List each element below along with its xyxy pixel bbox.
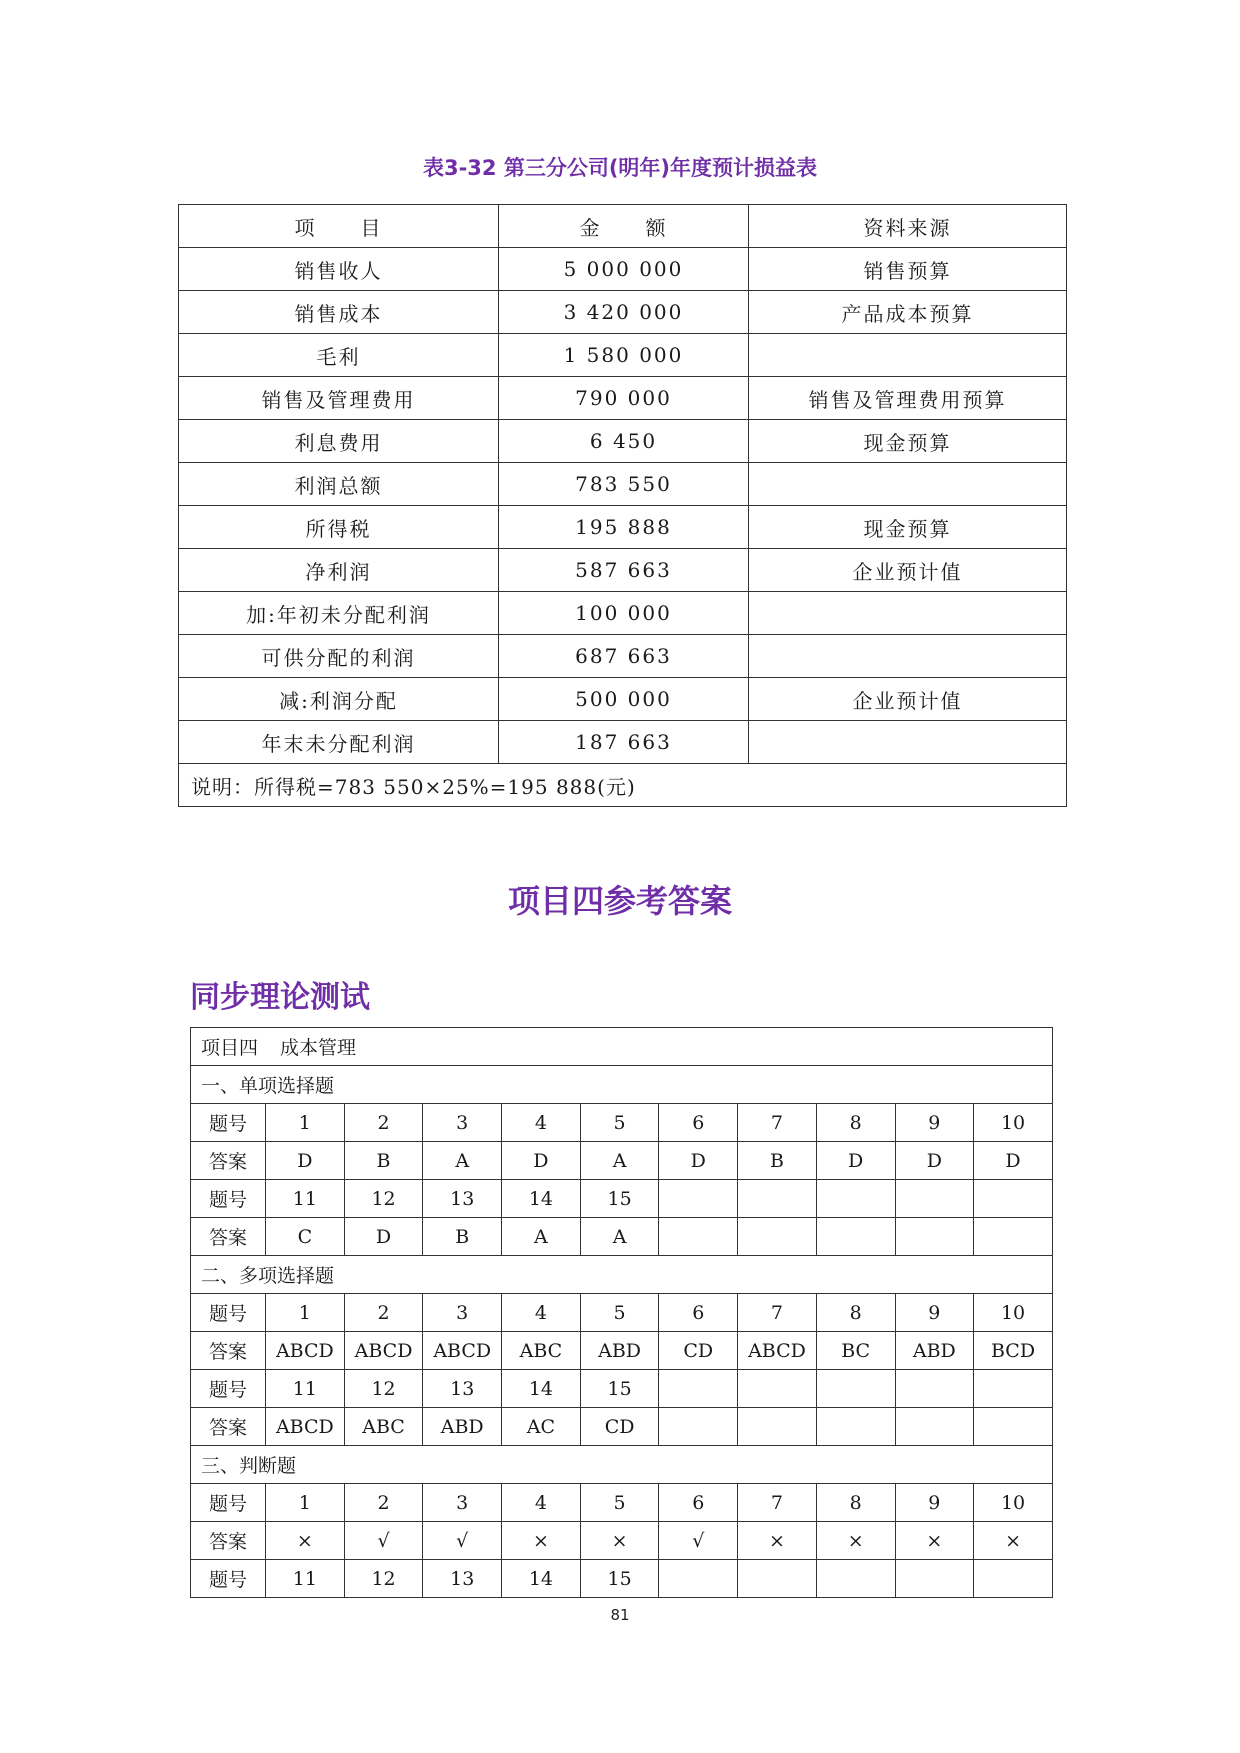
answer-cell: [738, 1408, 817, 1446]
answer-cell: 5: [580, 1104, 659, 1142]
answer-cell: [659, 1218, 738, 1256]
answer-cell: [816, 1408, 895, 1446]
pl-cell: 加:年初未分配利润: [179, 592, 499, 635]
answer-cell: 14: [502, 1180, 581, 1218]
answer-cell: AC: [502, 1408, 581, 1446]
pl-cell: 5 000 000: [499, 248, 749, 291]
answer-cell: [895, 1370, 974, 1408]
answer-cell: [738, 1560, 817, 1598]
pl-cell: [749, 463, 1067, 506]
answer-cell: [974, 1560, 1053, 1598]
answer-cell: [974, 1218, 1053, 1256]
pl-cell: 6 450: [499, 420, 749, 463]
answer-cell: D: [266, 1142, 345, 1180]
answer-cell: D: [895, 1142, 974, 1180]
answer-cell: [659, 1180, 738, 1218]
pl-row: [179, 291, 1067, 334]
answer-cell: ABCD: [266, 1332, 345, 1370]
answer-cell: 5: [580, 1294, 659, 1332]
pl-cell: 187 663: [499, 721, 749, 764]
answer-cell: ×: [580, 1522, 659, 1560]
section-title-row: [191, 1256, 1053, 1294]
pl-cell: 企业预计值: [749, 678, 1067, 721]
answer-cell: 11: [266, 1370, 345, 1408]
answer-cell: B: [738, 1142, 817, 1180]
pl-cell: 687 663: [499, 635, 749, 678]
answer-cell: 10: [974, 1104, 1053, 1142]
answer-cell: D: [659, 1142, 738, 1180]
answer-cell: [895, 1180, 974, 1218]
pl-cell: 利息费用: [179, 420, 499, 463]
answer-cell: 4: [502, 1484, 581, 1522]
pl-cell: [749, 721, 1067, 764]
project-heading: 项目四参考答案: [507, 882, 732, 920]
pl-cell: 现金预算: [749, 420, 1067, 463]
section-title: 三、判断题: [191, 1446, 1053, 1484]
answer-cell: 8: [816, 1294, 895, 1332]
pl-row: [179, 463, 1067, 506]
answer-cell: ABC: [502, 1332, 581, 1370]
answer-row: [191, 1142, 1053, 1180]
profit-loss-table: [178, 204, 1067, 807]
answer-cell: [895, 1218, 974, 1256]
answer-cell: ×: [895, 1522, 974, 1560]
answer-row: [191, 1218, 1053, 1256]
pl-cell: 100 000: [499, 592, 749, 635]
section-title: 二、多项选择题: [191, 1256, 1053, 1294]
answer-cell: A: [423, 1142, 502, 1180]
pl-cell: 减:利润分配: [179, 678, 499, 721]
answer-cell: √: [344, 1522, 423, 1560]
answer-cell: D: [502, 1142, 581, 1180]
answer-cell: [659, 1370, 738, 1408]
answer-cell: 3: [423, 1104, 502, 1142]
answer-cell: 14: [502, 1560, 581, 1598]
row-label: 题号: [191, 1560, 266, 1598]
question-number-row: [191, 1180, 1053, 1218]
answer-cell: 3: [423, 1294, 502, 1332]
answer-cell: A: [502, 1218, 581, 1256]
pl-cell: 783 550: [499, 463, 749, 506]
answer-cell: 11: [266, 1560, 345, 1598]
row-label: 题号: [191, 1370, 266, 1408]
row-label: 答案: [191, 1332, 266, 1370]
answer-cell: [895, 1560, 974, 1598]
answer-cell: D: [344, 1218, 423, 1256]
pl-row: [179, 248, 1067, 291]
pl-cell: 净利润: [179, 549, 499, 592]
answer-cell: 10: [974, 1294, 1053, 1332]
answer-cell: [816, 1180, 895, 1218]
pl-cell: 销售成本: [179, 291, 499, 334]
answer-cell: 13: [423, 1370, 502, 1408]
answer-cell: [895, 1408, 974, 1446]
row-label: 题号: [191, 1294, 266, 1332]
pl-cell: 利润总额: [179, 463, 499, 506]
pl-cell: 790 000: [499, 377, 749, 420]
pl-cell: 所得税: [179, 506, 499, 549]
section-title: 一、单项选择题: [191, 1066, 1053, 1104]
answer-cell: 7: [738, 1484, 817, 1522]
answer-cell: C: [266, 1218, 345, 1256]
answer-cell: ×: [974, 1522, 1053, 1560]
answer-cell: D: [974, 1142, 1053, 1180]
pl-header-cell: 资料来源: [749, 205, 1067, 248]
page-number: 81: [610, 1606, 630, 1624]
answer-cell: ABD: [580, 1332, 659, 1370]
answer-cell: 13: [423, 1180, 502, 1218]
pl-header-cell: 项 目: [179, 205, 499, 248]
answer-cell: 6: [659, 1484, 738, 1522]
answer-cell: 8: [816, 1484, 895, 1522]
pl-cell: 销售及管理费用预算: [749, 377, 1067, 420]
pl-cell: 195 888: [499, 506, 749, 549]
question-number-row: [191, 1484, 1053, 1522]
answer-cell: [738, 1180, 817, 1218]
pl-cell: 可供分配的利润: [179, 635, 499, 678]
answer-cell: B: [423, 1218, 502, 1256]
pl-row: [179, 506, 1067, 549]
pl-row: [179, 549, 1067, 592]
pl-row: [179, 678, 1067, 721]
answer-cell: 2: [344, 1104, 423, 1142]
answer-cell: ABCD: [344, 1332, 423, 1370]
answer-row: [191, 1332, 1053, 1370]
table-title: 表3-32 第三分公司(明年)年度预计损益表: [422, 156, 818, 180]
answer-cell: ABCD: [266, 1408, 345, 1446]
answer-cell: 4: [502, 1294, 581, 1332]
pl-cell: 3 420 000: [499, 291, 749, 334]
answer-cell: ×: [816, 1522, 895, 1560]
pl-cell: 销售收人: [179, 248, 499, 291]
row-label: 题号: [191, 1484, 266, 1522]
pl-cell: 587 663: [499, 549, 749, 592]
answer-cell: √: [659, 1522, 738, 1560]
row-label: 答案: [191, 1142, 266, 1180]
answer-cell: 1: [266, 1484, 345, 1522]
question-number-row: [191, 1370, 1053, 1408]
answer-cell: 2: [344, 1294, 423, 1332]
answer-cell: [659, 1560, 738, 1598]
answer-cell: ABD: [895, 1332, 974, 1370]
answer-cell: ×: [502, 1522, 581, 1560]
answer-row: [191, 1408, 1053, 1446]
answer-cell: ABC: [344, 1408, 423, 1446]
answer-cell: 6: [659, 1294, 738, 1332]
question-number-row: [191, 1560, 1053, 1598]
answer-cell: 12: [344, 1180, 423, 1218]
answer-cell: CD: [659, 1332, 738, 1370]
pl-cell: 企业预计值: [749, 549, 1067, 592]
pl-cell: [749, 334, 1067, 377]
answer-table: [190, 1027, 1053, 1598]
answer-cell: 14: [502, 1370, 581, 1408]
answer-cell: ABCD: [423, 1332, 502, 1370]
section-title-row: [191, 1066, 1053, 1104]
section-title-row: [191, 1446, 1053, 1484]
answer-row: [191, 1522, 1053, 1560]
answer-cell: [974, 1408, 1053, 1446]
answer-cell: ×: [266, 1522, 345, 1560]
row-label: 题号: [191, 1104, 266, 1142]
answer-cell: [659, 1408, 738, 1446]
answer-cell: 9: [895, 1484, 974, 1522]
pl-header-row: [179, 205, 1067, 248]
answer-cell: √: [423, 1522, 502, 1560]
pl-cell: 年末未分配利润: [179, 721, 499, 764]
answer-cell: 7: [738, 1104, 817, 1142]
pl-row: [179, 377, 1067, 420]
answer-cell: 15: [580, 1370, 659, 1408]
answer-cell: 11: [266, 1180, 345, 1218]
answer-cell: 5: [580, 1484, 659, 1522]
answer-cell: D: [816, 1142, 895, 1180]
row-label: 答案: [191, 1408, 266, 1446]
pl-cell: 毛利: [179, 334, 499, 377]
answer-cell: 1: [266, 1104, 345, 1142]
row-label: 答案: [191, 1522, 266, 1560]
answer-cell: ABCD: [738, 1332, 817, 1370]
pl-cell: 产品成本预算: [749, 291, 1067, 334]
pl-row: [179, 721, 1067, 764]
row-label: 答案: [191, 1218, 266, 1256]
answer-cell: 1: [266, 1294, 345, 1332]
answer-cell: [816, 1370, 895, 1408]
pl-row: [179, 420, 1067, 463]
answer-cell: ABD: [423, 1408, 502, 1446]
answer-cell: B: [344, 1142, 423, 1180]
row-label: 题号: [191, 1180, 266, 1218]
answer-cell: 7: [738, 1294, 817, 1332]
answer-cell: [738, 1370, 817, 1408]
answer-cell: 10: [974, 1484, 1053, 1522]
question-number-row: [191, 1104, 1053, 1142]
answer-cell: [816, 1560, 895, 1598]
answer-cell: 15: [580, 1560, 659, 1598]
pl-note: 说明：所得税=783 550×25%=195 888(元): [179, 764, 1067, 807]
pl-cell: 1 580 000: [499, 334, 749, 377]
answer-cell: 13: [423, 1560, 502, 1598]
answer-cell: 2: [344, 1484, 423, 1522]
answer-cell: 9: [895, 1104, 974, 1142]
answer-cell: [816, 1218, 895, 1256]
project-title-cell: 项目四 成本管理: [191, 1028, 1053, 1066]
answer-cell: ×: [738, 1522, 817, 1560]
answer-cell: 12: [344, 1560, 423, 1598]
answer-cell: 4: [502, 1104, 581, 1142]
answer-cell: A: [580, 1218, 659, 1256]
answer-cell: 9: [895, 1294, 974, 1332]
pl-header-cell: 金 额: [499, 205, 749, 248]
answer-cell: A: [580, 1142, 659, 1180]
answer-cell: 6: [659, 1104, 738, 1142]
answer-cell: 3: [423, 1484, 502, 1522]
question-number-row: [191, 1294, 1053, 1332]
answer-cell: CD: [580, 1408, 659, 1446]
pl-cell: 500 000: [499, 678, 749, 721]
pl-note-row: [179, 764, 1067, 807]
answer-cell: 15: [580, 1180, 659, 1218]
answer-cell: 12: [344, 1370, 423, 1408]
pl-cell: 现金预算: [749, 506, 1067, 549]
pl-cell: 销售预算: [749, 248, 1067, 291]
answer-cell: BC: [816, 1332, 895, 1370]
answer-cell: [738, 1218, 817, 1256]
sync-heading: 同步理论测试: [190, 980, 370, 1015]
answer-cell: 8: [816, 1104, 895, 1142]
answer-cell: BCD: [974, 1332, 1053, 1370]
pl-row: [179, 635, 1067, 678]
pl-cell: [749, 592, 1067, 635]
answer-cell: [974, 1370, 1053, 1408]
pl-row: [179, 334, 1067, 377]
pl-row: [179, 592, 1067, 635]
pl-cell: [749, 635, 1067, 678]
pl-cell: 销售及管理费用: [179, 377, 499, 420]
answer-cell: [974, 1180, 1053, 1218]
